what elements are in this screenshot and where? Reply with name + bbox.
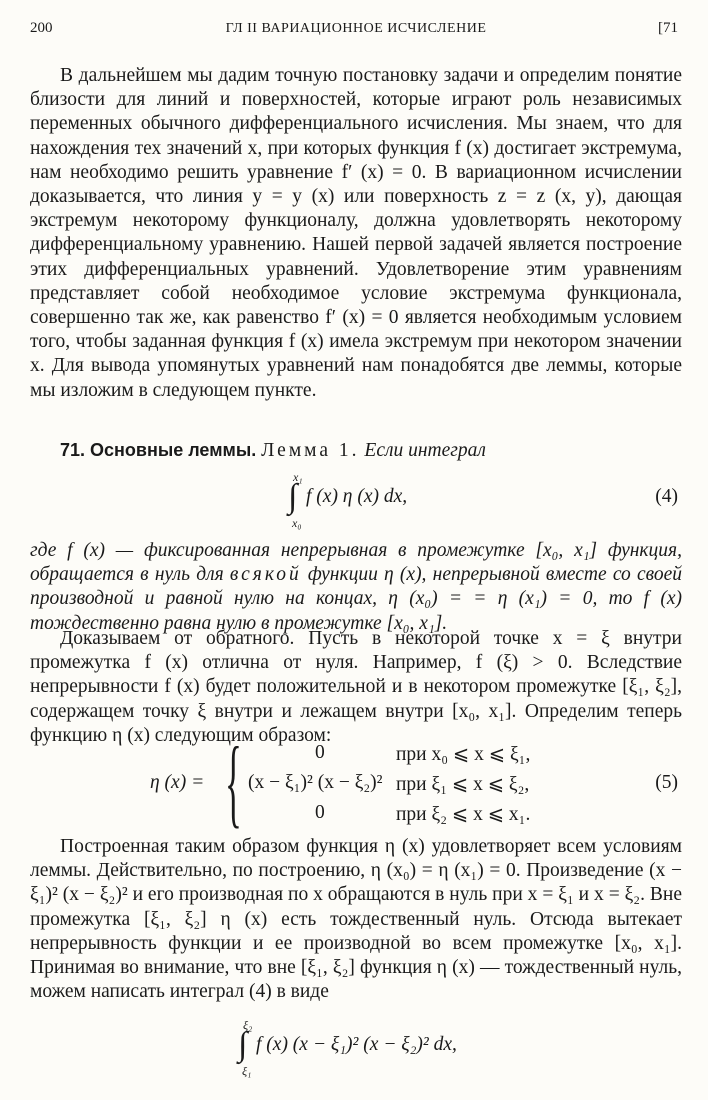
- integrand: f (x) (x − ξ₁)² (x − ξ₂)² dx,: [256, 1034, 457, 1055]
- integral-upper-limit: x₁: [293, 470, 303, 484]
- eq5-row3-cond: при ξ₂ ⩽ x ⩽ x₁.: [396, 804, 531, 825]
- lemma-statement-emphasis: всякой: [229, 564, 302, 586]
- paragraph-intro: В дальнейшем мы дадим точную постановку задачи и определим понятие близости для линий и поверхностей, которые играют роль независимых переменных обычного дифференциального исчисления. Мы знаем, что для нахождения тех значений x, при которых функция f (x) достигает экстремума, нам необходимо решить уравнение f′ (x) = 0. В вариационном исчислении доказывается, что линия y = y (x) или поверхность z = z (x, y), дающая экстремум некоторому функционалу, должна удовлетворять некоторому дифференциальному уравнению. Нашей первой задачей является построение этих дифференциальных уравнений. Удовлетворение этим уравнениям представляет собой необходимое условие экстремума функционала, совершенно так же, как равенство f′ (x) = 0 является необходимым условием того, чтобы заданная функция f (x) имела экстремум при некотором значении x. Для вывода упомянутых уравнений нам понадобятся две леммы, которые мы изложим в следующем пункте.: [30, 65, 682, 401]
- equation-6: [30, 1020, 682, 1090]
- eq5-row2-expr: (x − ξ₁)² (x − ξ₂)²: [248, 772, 383, 793]
- integral-sign: ∫: [238, 1026, 248, 1063]
- eq5-lhs: η (x) =: [150, 772, 205, 793]
- lemma-statement-part2: функции η (x), непрерывной вместе со своей производной и равной нулю на концах, η (x₀) = = η (x₁) = 0, то f (x) тождественно равна нулю в промежутке [x₀, x₁].: [30, 564, 682, 634]
- equation-5: [30, 726, 682, 837]
- eq5-row3-expr: 0: [315, 802, 325, 823]
- integral-sign: ∫: [288, 478, 298, 515]
- book-page: [30, 0, 682, 1100]
- integral-lower-limit: ξ₁: [242, 1064, 252, 1078]
- lemma-intro: Если интеграл: [364, 440, 486, 461]
- lemma-label: Лемма 1.: [261, 440, 360, 461]
- paragraph-proof: Доказываем от обратного. Пусть в некоторой точке x = ξ внутри промежутка f (x) отлична от нуля. Например, f (ξ) > 0. Вследствие непрерывности f (x) будет положительной и в некотором промежутке [ξ₁, ξ₂], содержащем точку ξ внутри и лежащем внутри [x₀, x₁]. Определим теперь функцию η (x) следующим образом:: [30, 628, 682, 746]
- integral-lower-limit: x₀: [292, 516, 302, 530]
- integral-upper-limit: ξ₂: [243, 1018, 253, 1032]
- eq5-row2-cond: при ξ₁ ⩽ x ⩽ ξ₂,: [396, 774, 530, 795]
- section-heading-line: [30, 438, 682, 463]
- eq5-row1-cond: при x₀ ⩽ x ⩽ ξ₁,: [396, 744, 531, 765]
- lemma-statement-part1: где f (x) — фиксированная непрерывная в промежутке [x₀, x₁] функция, обращается в нуль для: [30, 540, 682, 586]
- left-brace: {: [225, 726, 242, 837]
- equation-4: [30, 472, 682, 532]
- integrand: f (x) η (x) dx,: [306, 486, 408, 507]
- section-reference: [71: [658, 20, 678, 36]
- equation-number-5: (5): [655, 772, 678, 793]
- equation-number-4: (4): [655, 486, 678, 507]
- page-number: 200: [30, 20, 53, 36]
- lemma-statement: [30, 539, 682, 636]
- paragraph-construction: Построенная таким образом функция η (x) удовлетворяет всем условиям леммы. Действительно, по построению, η (x₀) = η (x₁) = 0. Произведение (x − ξ₁)² (x − ξ₂)² и его производная по x обращаются в нуль при x = ξ₁ и x = ξ₂. Вне промежутка [ξ₁, ξ₂] η (x) есть тождественный нуль. Отсюда вытекает непрерывность функции и ее производной во всем промежутке [x₀, x₁]. Принимая во внимание, что вне [ξ₁, ξ₂] функция η (x) — тождественный нуль, можем написать интеграл (4) в виде: [30, 836, 682, 1003]
- section-title: 71. Основные леммы.: [60, 440, 257, 460]
- page-header: [30, 20, 682, 44]
- running-head: ГЛ II ВАРИАЦИОННОЕ ИСЧИСЛЕНИЕ: [225, 21, 487, 36]
- eq5-row1-expr: 0: [315, 742, 325, 763]
